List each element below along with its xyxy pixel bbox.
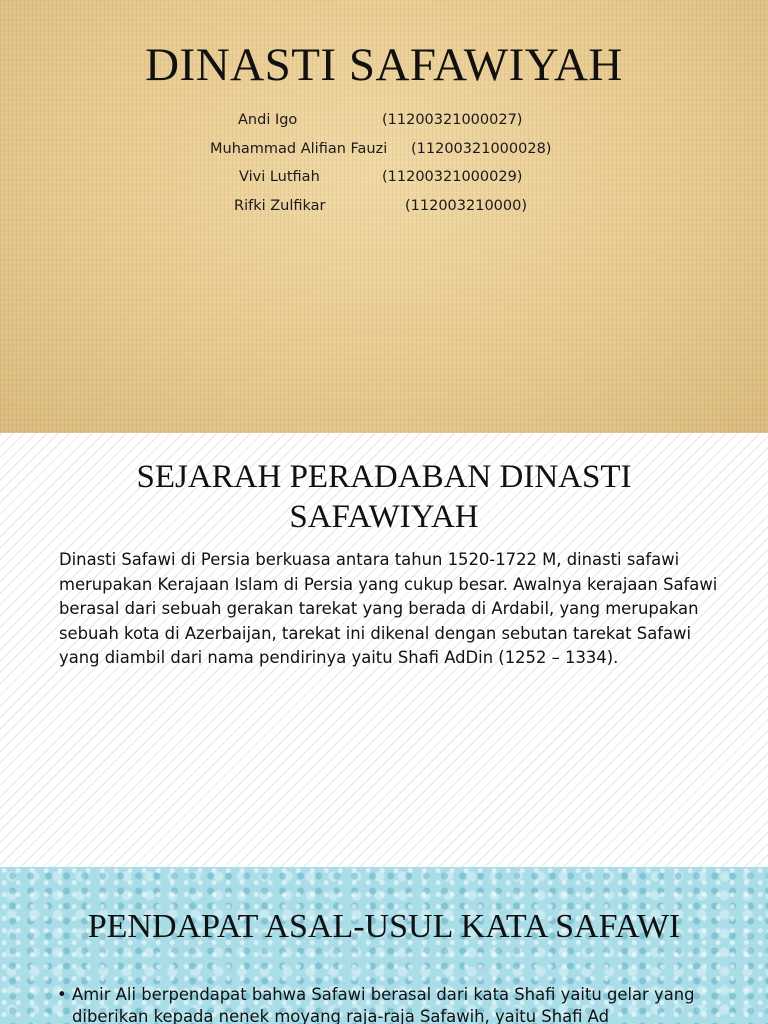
slide-title [0, 0, 768, 433]
slide-history [0, 433, 768, 867]
member-name: Rifki Zulfikar [234, 198, 326, 214]
member-nim: (112003210000) [405, 198, 528, 214]
slide-origin-heading: PENDAPAT ASAL-USUL KATA SAFAWI [87, 908, 681, 945]
slide-history-paragraph: Dinasti Safawi di Persia berkuasa antara tahun 1520-1722 M, dinasti safawi merupakan Kerajaan Islam di Persia yang cukup besar. Awalnya kerajaan Safawi berasal dari sebuah gerakan tarekat yang berada di Ardabil, yang merupakan sebuah kota di Azerbaijan, tarekat ini dikenal dengan sebutan tarekat Safawi yang diambil dari nama pendirinya yaitu Shafi AdDin (1252 – 1334). [59, 550, 718, 667]
member-name: Andi Igo [238, 112, 298, 128]
member-nim: (11200321000028) [411, 141, 552, 157]
bullet-text: Amir Ali berpendapat bahwa Safawi berasal dari kata Shafi yaitu gelar yang diberikan kepada nenek moyang raja-raja Safawih, yaitu Shafi Ad [72, 985, 695, 1024]
slide-history-heading: SEJARAH PERADABAN DINASTI SAFAWIYAH [136, 459, 632, 535]
bullet-item [57, 984, 727, 1024]
member-name: Vivi Lutfiah [239, 169, 320, 185]
member-nim: (11200321000029) [382, 169, 523, 185]
slide-origin [0, 867, 768, 1024]
member-nim: (11200321000027) [382, 112, 523, 128]
member-name: Muhammad Alifian Fauzi [210, 141, 388, 157]
bullet-icon: • [57, 985, 67, 1004]
slide-title-heading: DINASTI SAFAWIYAH [145, 39, 623, 91]
